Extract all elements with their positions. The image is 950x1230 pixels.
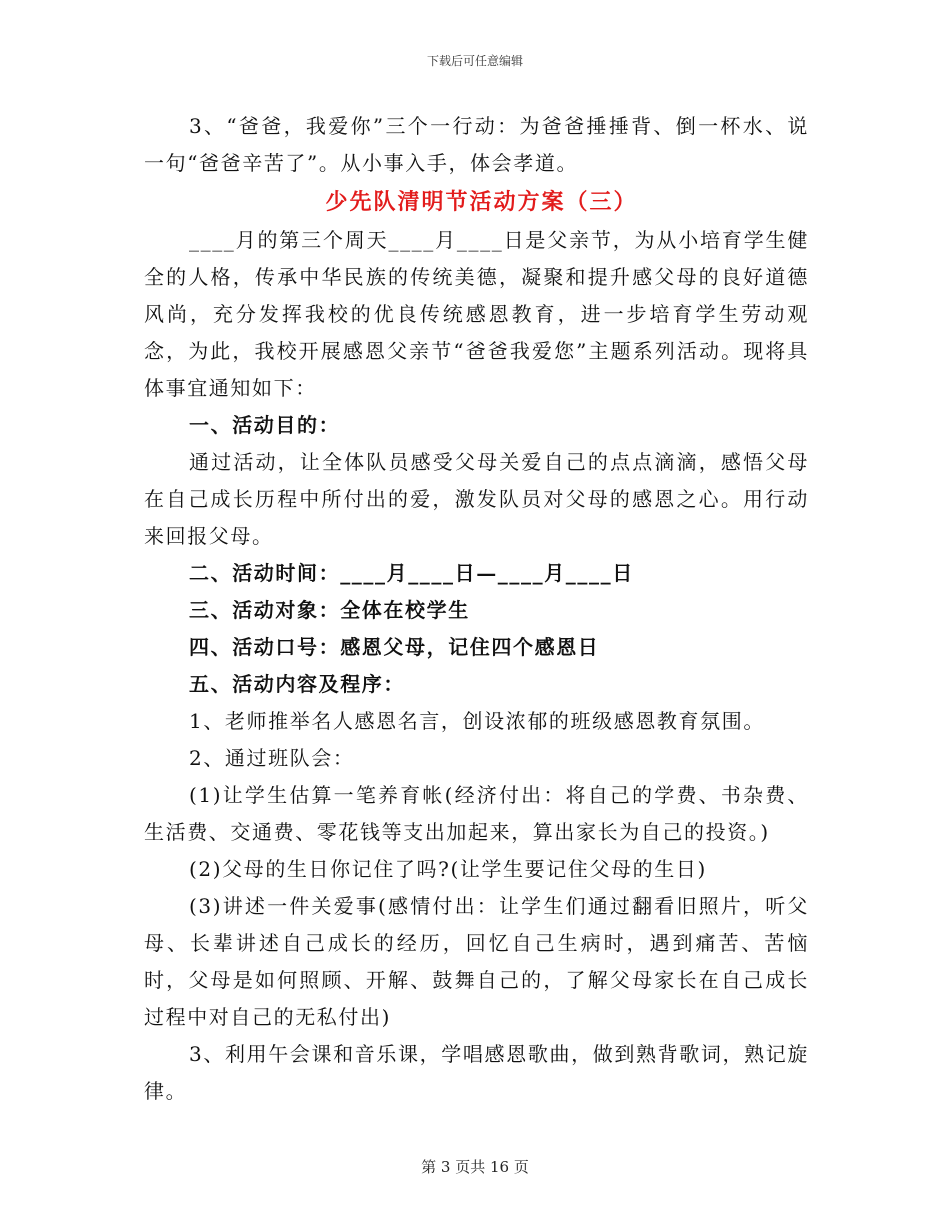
paragraph-lead: ____月的第三个周天____月____日是父亲节，为从小培育学生健全的人格，传承中华民族的传统美德，凝聚和提升感父母的良好道德风尚，充分发挥我校的优良传统感恩教育，进一步培育学生劳动观念，为此，我校开展感恩父亲节“爸爸我爱您”主题系列活动。现将具体事宜通知如下： (144, 228, 809, 400)
sub-item-2: (2)父母的生日你记住了吗?(让学生要记住父母的生日) (189, 857, 707, 881)
sub-item-1: (1)让学生估算一笔养育帐(经济付出：将自己的学费、书杂费、生活费、交通费、零花钱等支出加起来，算出家长为自己的投资。) (144, 783, 809, 844)
page-header: 下载后可任意编辑 (426, 54, 523, 68)
heading-target: 三、活动对象：全体在校学生 (189, 598, 470, 622)
page-footer: 第 3 页共 16 页 (421, 1158, 529, 1176)
list-item-3: 3、利用午会课和音乐课，学唱感恩歌曲，做到熟背歌词，熟记旋律。 (144, 1042, 809, 1103)
list-item-1: 1、老师推举名人感恩名言，创设浓郁的班级感恩教育氛围。 (189, 709, 765, 733)
list-item-2: 2、通过班队会： (189, 746, 355, 770)
paragraph-intro-item-3: 3、“爸爸，我爱你”三个一行动：为爸爸捶捶背、倒一杯水、说一句“爸爸辛苦了”。从小事入手，体会孝道。 (144, 114, 809, 175)
heading-content: 五、活动内容及程序： (189, 672, 405, 696)
paragraph-purpose: 通过活动，让全体队员感受父母关爱自己的点点滴滴，感悟父母在自己成长历程中所付出的爱，激发队员对父母的感恩之心。用行动来回报父母。 (144, 450, 809, 548)
document-body (144, 108, 809, 1110)
sub-item-3: (3)讲述一件关爱事(感情付出：让学生们通过翻看旧照片，听父母、长辈讲述自己成长的经历，回忆自己生病时，遇到痛苦、苦恼时，父母是如何照顾、开解、鼓舞自己的，了解父母家长在自己成长过程中对自己的无私付出) (144, 894, 809, 1029)
heading-slogan: 四、活动口号：感恩父母，记住四个感恩日 (189, 635, 600, 659)
heading-time: 二、活动时间：____月____日—____月____日 (189, 561, 634, 585)
heading-purpose: 一、活动目的： (189, 413, 341, 437)
section-title: 少先队清明节活动方案（三） (325, 189, 638, 215)
